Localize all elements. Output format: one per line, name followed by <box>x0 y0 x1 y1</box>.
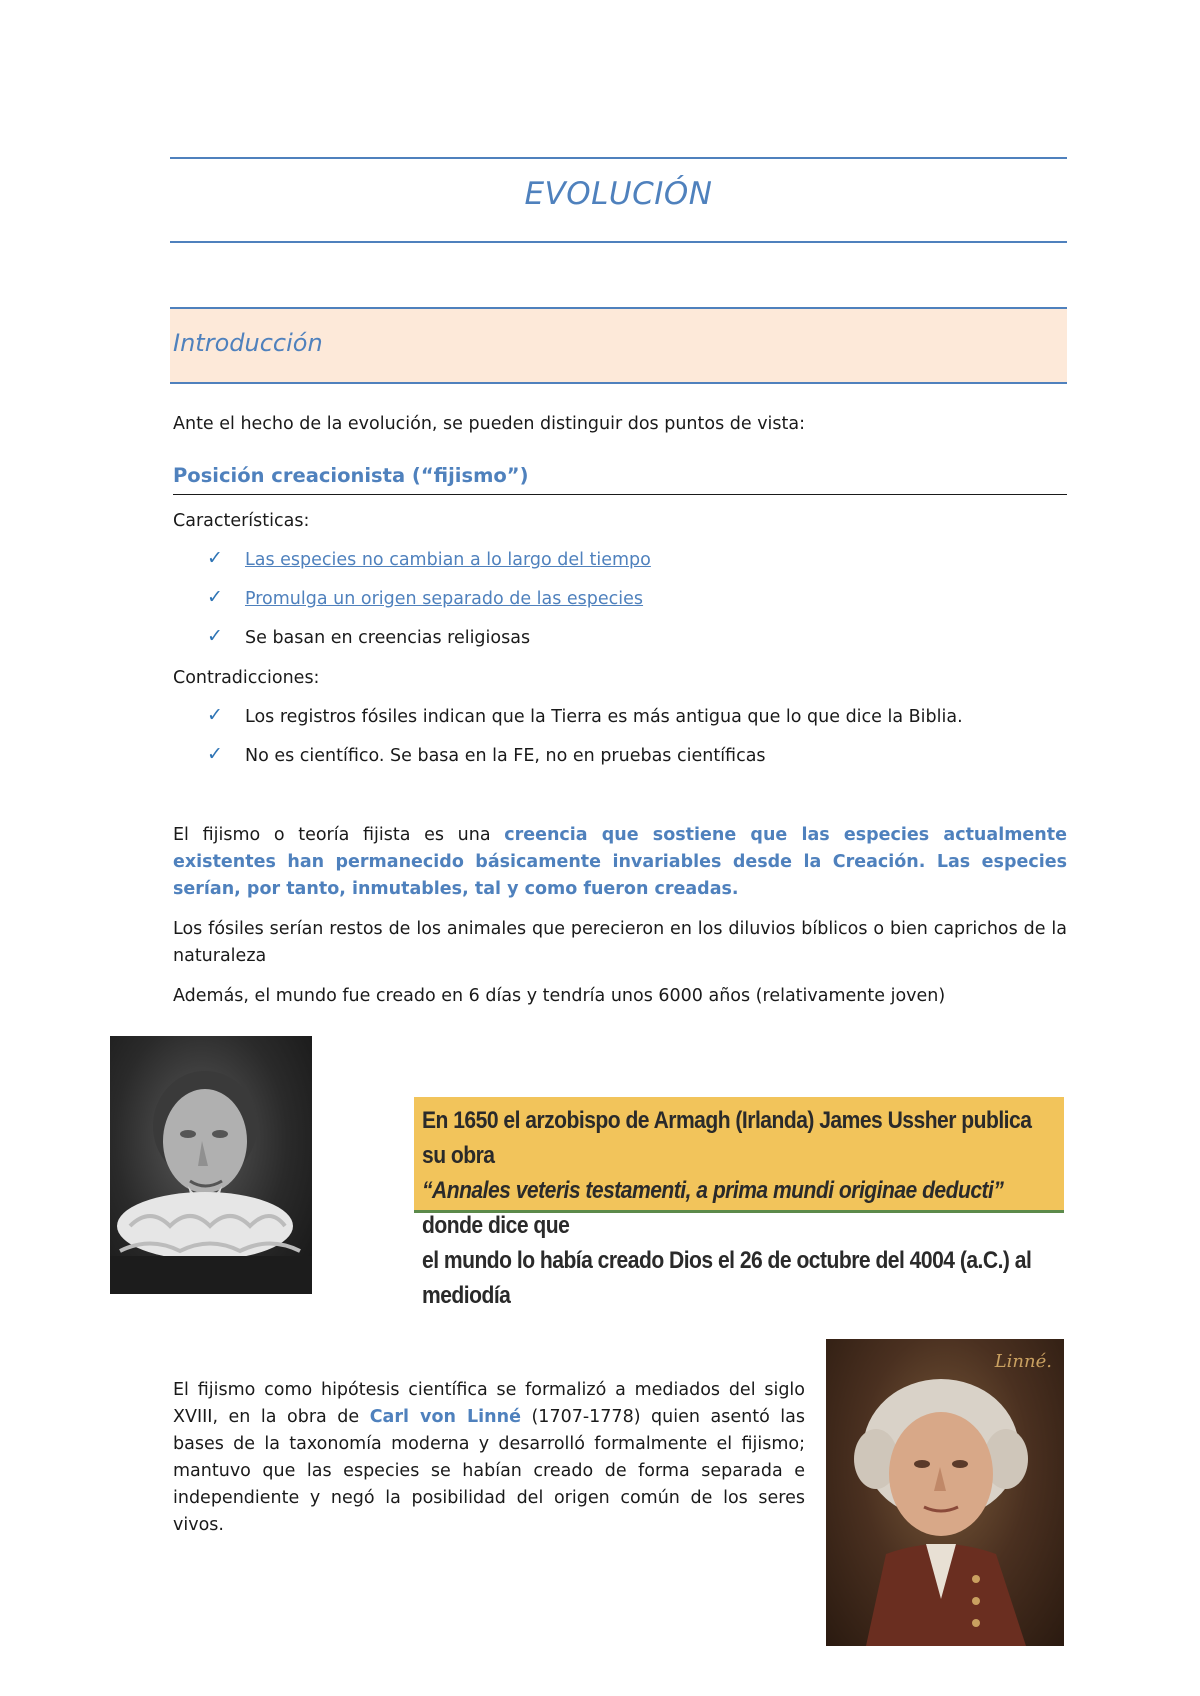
characteristic-link-2[interactable]: Promulga un origen separado de las especies <box>245 589 644 609</box>
portrait-signature: Linné. <box>994 1351 1052 1372</box>
checkmark-icon: ✓ <box>207 743 223 765</box>
callout-text <box>422 1103 1058 1313</box>
para1-start: El fijismo o teoría fijista es una <box>173 825 505 845</box>
title-top-rule <box>170 157 1067 159</box>
para4-start: El fijismo como hipótesis científica se formalizó a mediados del siglo XVIII, en la obra de <box>173 1380 805 1427</box>
linnaeus-name: Carl von Linné <box>369 1407 521 1427</box>
ussher-portrait-image <box>110 1036 312 1294</box>
fixism-definition-paragraph <box>173 822 1067 903</box>
checkmark-icon: ✓ <box>207 704 223 726</box>
callout-line-2-rest: donde dice que <box>422 1212 570 1239</box>
callout-line-3: el mundo lo había creado Dios el 26 de octubre del 4004 (a.C.) al mediodía <box>422 1247 1032 1309</box>
document-title: EVOLUCIÓN <box>524 176 713 212</box>
contradiction-text-2: No es científico. Se basa en la FE, no en pruebas científicas <box>245 746 766 766</box>
checkmark-icon: ✓ <box>207 547 223 569</box>
creation-paragraph: Además, el mundo fue creado en 6 días y tendría unos 6000 años (relativamente joven) <box>173 986 946 1006</box>
linnaeus-paragraph <box>173 1377 805 1539</box>
title-bottom-rule <box>170 241 1067 243</box>
para1-highlight: creencia que sostiene que las especies actualmente existentes han permanecido básicamente invariables desde la Creación. Las especies serían, por tanto, inmutables, tal y como fueron creadas. <box>173 825 1067 899</box>
para4-rest: (1707-1778) quien asentó las bases de la taxonomía moderna y desarrolló formalmente el fijismo; mantuvo que las especies se habían creado de forma separada e independiente y negó la posibilidad del origen común de los seres vivos. <box>173 1407 806 1535</box>
linnaeus-portrait-drawing <box>826 1339 1064 1646</box>
ussher-callout-box <box>414 1097 1064 1309</box>
intro-text: Ante el hecho de la evolución, se pueden distinguir dos puntos de vista: <box>173 414 806 434</box>
characteristics-label: Características: <box>173 511 310 531</box>
creationist-heading: Posición creacionista (“fijismo”) <box>173 462 1067 495</box>
section-header-box <box>170 307 1067 384</box>
linnaeus-portrait-image <box>826 1339 1064 1646</box>
characteristic-link-1[interactable]: Las especies no cambian a lo largo del tiempo <box>245 550 651 570</box>
contradictions-label: Contradicciones: <box>173 668 320 688</box>
fossils-paragraph: Los fósiles serían restos de los animales que perecieron en los diluvios bíblicos o bien caprichos de la naturaleza <box>173 919 1067 966</box>
callout-book-title: “Annales veteris testamenti, a prima mundi originae deducti” <box>422 1177 1004 1204</box>
callout-line-1: En 1650 el arzobispo de Armagh (Irlanda) James Ussher publica su obra <box>422 1107 1032 1169</box>
ussher-portrait-drawing <box>110 1036 312 1294</box>
checkmark-icon: ✓ <box>207 625 223 647</box>
characteristic-text-3: Se basan en creencias religiosas <box>245 628 531 648</box>
callout-line-2 <box>422 1173 1058 1243</box>
checkmark-icon: ✓ <box>207 586 223 608</box>
section-title: Introducción <box>173 329 323 357</box>
contradiction-text-1: Los registros fósiles indican que la Tierra es más antigua que lo que dice la Biblia. <box>245 707 963 727</box>
